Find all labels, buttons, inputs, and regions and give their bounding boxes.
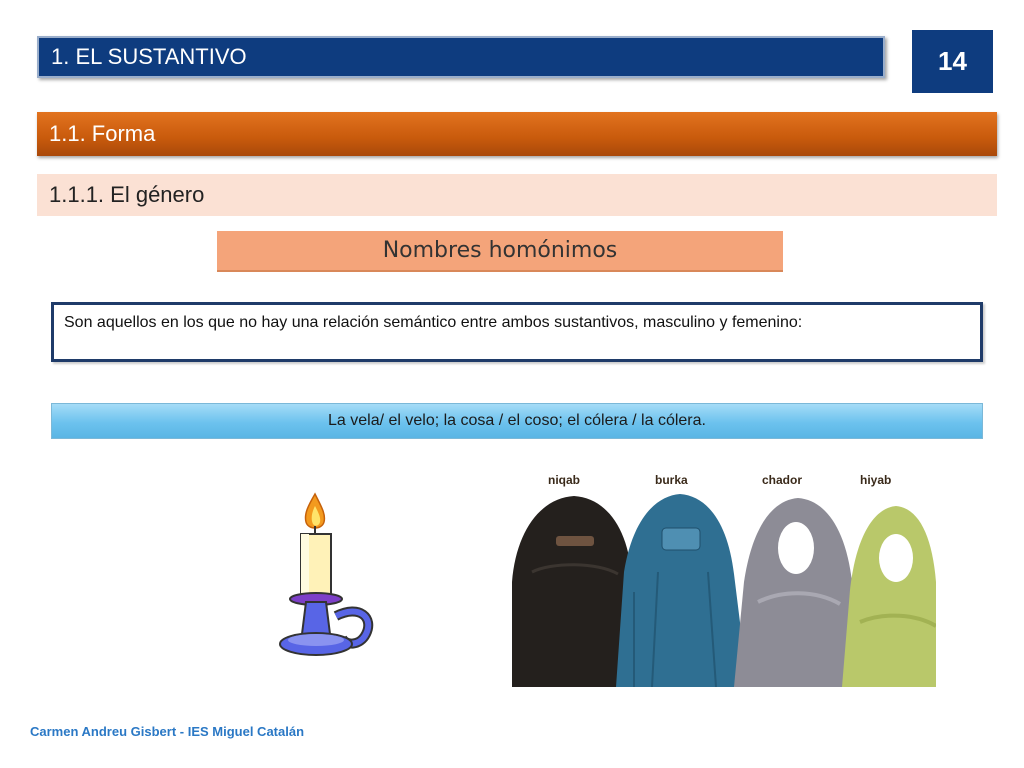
- examples-bar: [51, 403, 983, 439]
- veil-label-burka: burka: [655, 473, 688, 487]
- section-title: 1. EL SUSTANTIVO: [51, 44, 247, 69]
- chador-figure: [734, 498, 860, 687]
- candle-icon: [270, 488, 380, 663]
- veil-label-hiyab: hiyab: [860, 473, 892, 487]
- page-number: 14: [912, 30, 993, 93]
- footer-credit: Carmen Andreu Gisbert - IES Miguel Catalán: [30, 724, 305, 739]
- topic-title: Nombres homónimos: [382, 238, 618, 263]
- hiyab-figure: [842, 506, 936, 687]
- veil-label-niqab: niqab: [548, 473, 580, 487]
- section-title-bar: [37, 36, 885, 78]
- veil-label-chador: chador: [762, 473, 803, 487]
- examples-text: La vela/ el velo; la cosa / el coso; el cólera / la cólera.: [328, 412, 706, 429]
- definition-text: Son aquellos en los que no hay una relación semántico entre ambos sustantivos, masculino y femenino:: [64, 314, 803, 331]
- subsection-title: 1.1. Forma: [49, 121, 156, 146]
- subsubsection-bar: [37, 174, 997, 216]
- veils-illustration: [512, 462, 936, 687]
- subsubsection-title: 1.1.1. El género: [49, 182, 205, 207]
- topic-title-box: [217, 231, 783, 272]
- burka-figure: [616, 494, 748, 687]
- definition-box: [51, 302, 983, 362]
- subsection-bar: [37, 112, 997, 156]
